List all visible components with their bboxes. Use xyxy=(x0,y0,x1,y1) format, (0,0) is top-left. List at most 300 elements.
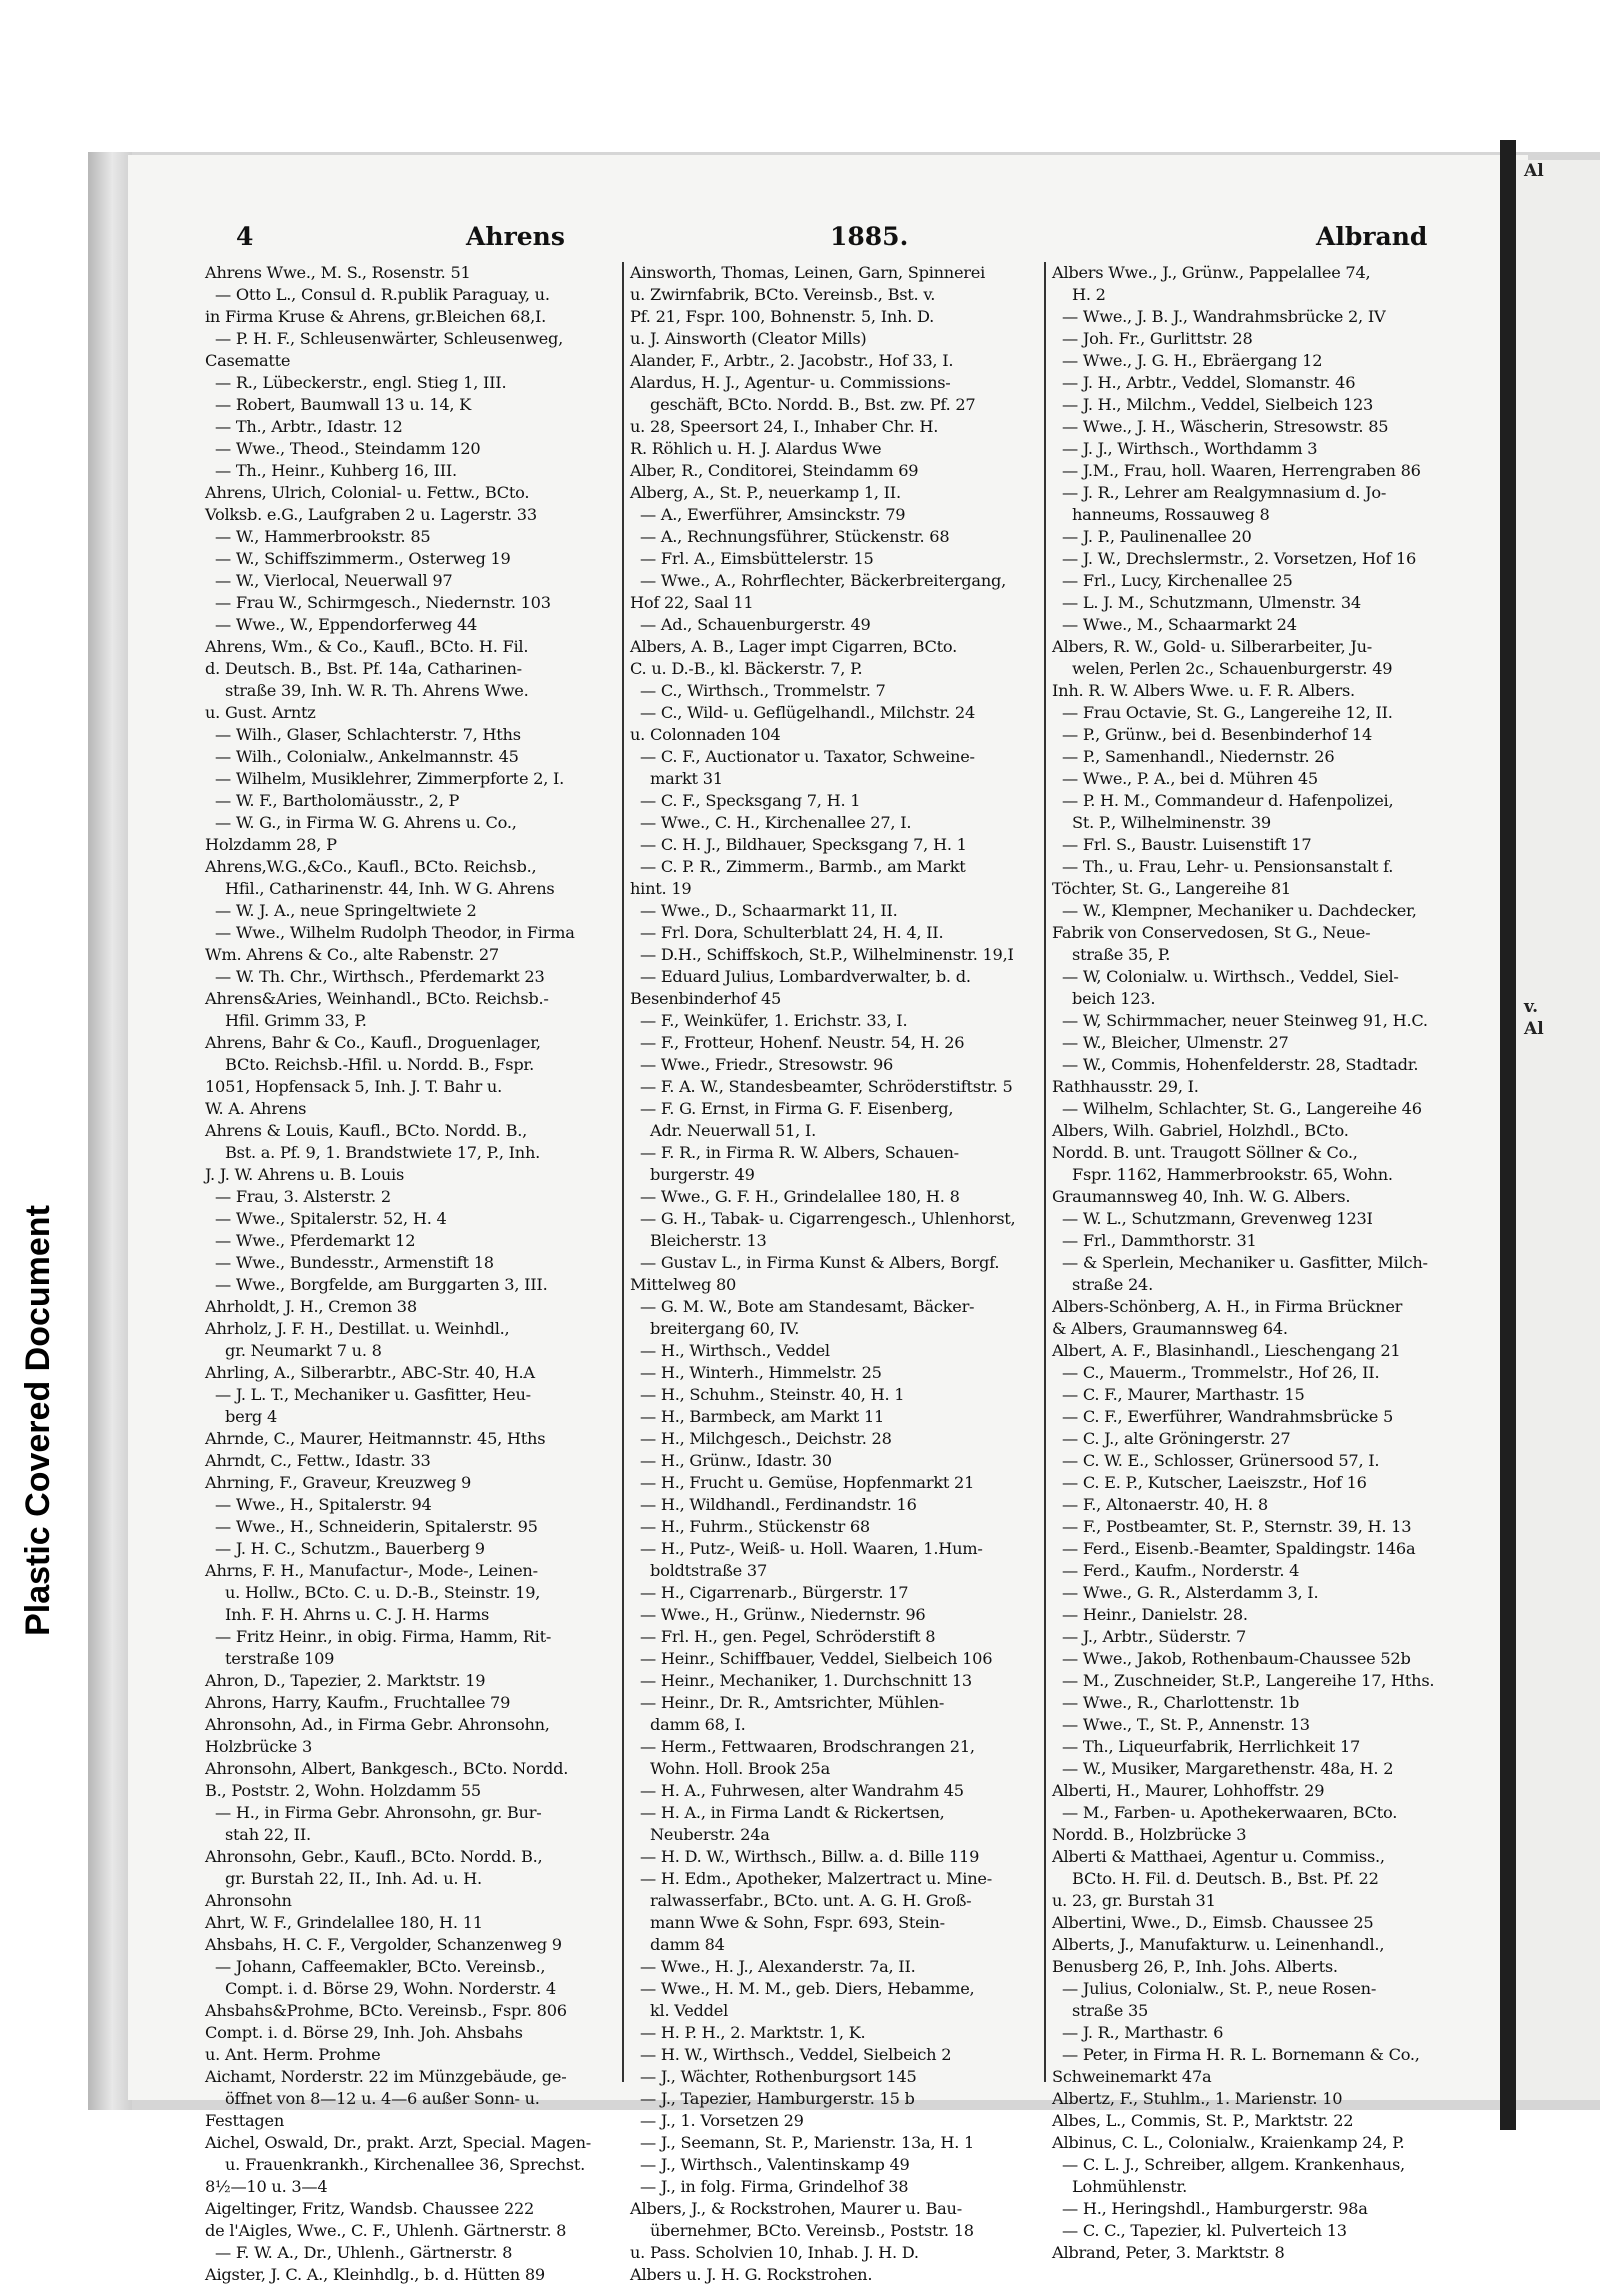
directory-entry-line: — J. L. T., Mechaniker u. Gasfitter, Heu- xyxy=(215,1385,531,1404)
directory-entry-line: — F., Postbeamter, St. P., Sternstr. 39, H. 13 xyxy=(1062,1517,1412,1536)
directory-entry-line: — Otto L., Consul d. R.publik Paraguay, u. xyxy=(215,285,550,304)
directory-entry-line: Compt. i. d. Börse 29, Wohn. Norderstr. 4 xyxy=(225,1979,556,1998)
directory-entry-line: — Wwe., A., Rohrflechter, Bäckerbreitergang, xyxy=(640,571,1007,590)
directory-entry-line: R. Röhlich u. H. J. Alardus Wwe xyxy=(630,439,882,458)
directory-entry-line: — W. Th. Chr., Wirthsch., Pferdemarkt 23 xyxy=(215,967,545,986)
directory-entry-line: — J. H., Arbtr., Veddel, Slomanstr. 46 xyxy=(1062,373,1356,392)
next-page-text xyxy=(1516,446,1600,468)
directory-entry-line: mann Wwe & Sohn, Fspr. 693, Stein- xyxy=(650,1913,945,1932)
directory-entry-line: St. P., Wilhelminenstr. 39 xyxy=(1072,813,1271,832)
directory-entry-line: — Frl. H., gen. Pegel, Schröderstift 8 xyxy=(640,1627,936,1646)
next-page-text xyxy=(1516,820,1600,842)
directory-entry-line: — H. Edm., Apotheker, Malzertract u. Mine- xyxy=(640,1869,992,1888)
directory-entry-line: — H., Barmbeck, am Markt 11 xyxy=(640,1407,885,1426)
next-page-text xyxy=(1516,314,1600,336)
directory-entry-line: — C. L. J., Schreiber, allgem. Krankenhaus, xyxy=(1062,2155,1405,2174)
directory-entry-line: damm 68, I. xyxy=(650,1715,746,1734)
directory-entry-line: — & Sperlein, Mechaniker u. Gasfitter, Milch- xyxy=(1062,1253,1428,1272)
directory-entry-line: Ahrens, Wm., & Co., Kaufl., BCto. H. Fil. xyxy=(205,637,529,656)
directory-entry-line: — P., Grünw., bei d. Besenbinderhof 14 xyxy=(1062,725,1373,744)
next-page-text xyxy=(1516,468,1600,490)
directory-entry-line: — J. H. C., Schutzm., Bauerberg 9 xyxy=(215,1539,485,1558)
directory-entry-line: — Frl. A., Eimsbüttelerstr. 15 xyxy=(640,549,874,568)
directory-entry-line: — F. R., in Firma R. W. Albers, Schauen- xyxy=(640,1143,959,1162)
directory-entry-line: Albinus, C. L., Colonialw., Kraienkamp 24, P. xyxy=(1052,2133,1405,2152)
directory-entry-line: Volksb. e.G., Laufgraben 2 u. Lagerstr. 33 xyxy=(205,505,537,524)
directory-entry-line: Holzdamm 28, P xyxy=(205,835,337,854)
directory-entry-line: H. 2 xyxy=(1072,285,1106,304)
next-page-text: v. xyxy=(1524,997,1539,1017)
directory-entry-line: — Wwe., R., Charlottenstr. 1b xyxy=(1062,1693,1300,1712)
page-gutter xyxy=(1500,140,1516,2130)
directory-entry-line: — Frau W., Schirmgesch., Niedernstr. 103 xyxy=(215,593,551,612)
directory-entry-line: übernehmer, BCto. Vereinsb., Poststr. 18 xyxy=(650,2221,974,2240)
directory-entry-line: J. J. W. Ahrens u. B. Louis xyxy=(205,1165,405,1184)
header-right-keyword: Albrand xyxy=(1316,222,1428,251)
directory-entry-line: — Th., u. Frau, Lehr- u. Pensionsanstalt f. xyxy=(1062,857,1394,876)
directory-entry-line: straße 35 xyxy=(1072,2001,1149,2020)
directory-entry-line: Hfil. Grimm 33, P. xyxy=(225,1011,367,1030)
directory-entry-line: Alberg, A., St. P., neuerkamp 1, II. xyxy=(630,483,901,502)
next-page-text xyxy=(1516,578,1600,600)
directory-entry-line: Alberts, J., Manufakturw. u. Leinenhandl., xyxy=(1052,1935,1385,1954)
directory-entry-line: — Wwe., W., Eppendorferweg 44 xyxy=(215,615,478,634)
directory-entry-line: — C. J., alte Gröningerstr. 27 xyxy=(1062,1429,1291,1448)
directory-entry-line: Ahronsohn, Albert, Bankgesch., BCto. Nordd. xyxy=(205,1759,569,1778)
directory-entry-line: Albert, A. F., Blasinhandl., Lieschengang 21 xyxy=(1052,1341,1401,1360)
directory-entry-line: Bst. a. Pf. 9, 1. Brandstwiete 17, P., Inh. xyxy=(225,1143,541,1162)
directory-entry-line: Ahrns, F. H., Manufactur-, Mode-, Leinen- xyxy=(205,1561,538,1580)
next-page-text xyxy=(1516,204,1600,226)
column-3 xyxy=(1052,262,1496,2262)
directory-entry-line: — J., Arbtr., Süderstr. 7 xyxy=(1062,1627,1246,1646)
next-page-text xyxy=(1516,490,1600,512)
next-page-text xyxy=(1516,292,1600,314)
directory-entry-line: — J. R., Marthastr. 6 xyxy=(1062,2023,1224,2042)
directory-entry-line: Adr. Neuerwall 51, I. xyxy=(650,1121,816,1140)
directory-entry-line: Rathhausstr. 29, I. xyxy=(1052,1077,1199,1096)
directory-entry-line: hanneums, Rossauweg 8 xyxy=(1072,505,1270,524)
directory-entry-line: terstraße 109 xyxy=(225,1649,335,1668)
next-page-text xyxy=(1516,424,1600,446)
directory-entry-line: welen, Perlen 2c., Schauenburgerstr. 49 xyxy=(1072,659,1393,678)
directory-entry-line: — F. G. Ernst, in Firma G. F. Eisenberg, xyxy=(640,1099,954,1118)
next-page-text xyxy=(1516,248,1600,270)
directory-entry-line: Ahrndt, C., Fettw., Idastr. 33 xyxy=(205,1451,431,1470)
directory-entry-line: Ahsbahs, H. C. F., Vergolder, Schanzenweg 9 xyxy=(205,1935,562,1954)
directory-entry-line: — J. H., Milchm., Veddel, Sielbeich 123 xyxy=(1062,395,1374,414)
next-page-text xyxy=(1516,534,1600,556)
directory-entry-line: Alberti, H., Maurer, Lohhoffstr. 29 xyxy=(1052,1781,1325,1800)
directory-entry-line: — W. L., Schutzmann, Grevenweg 123I xyxy=(1062,1209,1373,1228)
directory-entry-line: — H., Fuhrm., Stückenstr 68 xyxy=(640,1517,870,1536)
directory-entry-line: — Wwe., G. R., Alsterdamm 3, I. xyxy=(1062,1583,1319,1602)
next-page-text xyxy=(1516,864,1600,886)
directory-entry-line: — H., Milchgesch., Deichstr. 28 xyxy=(640,1429,892,1448)
directory-entry-line: — Wwe., P. A., bei d. Mühren 45 xyxy=(1062,769,1318,788)
next-page-text xyxy=(1516,402,1600,424)
directory-entry-line: Festtagen xyxy=(205,2111,285,2130)
directory-entry-line: — Frl. Dora, Schulterblatt 24, H. 4, II. xyxy=(640,923,944,942)
directory-entry-line: — Frl., Lucy, Kirchenallee 25 xyxy=(1062,571,1293,590)
directory-entry-line: BCto. H. Fil. d. Deutsch. B., Bst. Pf. 22 xyxy=(1072,1869,1379,1888)
directory-entry-line: — J., Tapezier, Hamburgerstr. 15 b xyxy=(640,2089,915,2108)
directory-entry-line: u. Colonnaden 104 xyxy=(630,725,781,744)
directory-entry-line: — Wwe., H. M. M., geb. Diers, Hebamme, xyxy=(640,1979,975,1998)
directory-entry-line: — Julius, Colonialw., St. P., neue Rosen- xyxy=(1062,1979,1377,1998)
directory-entry-line: — Johann, Caffeemakler, BCto. Vereinsb., xyxy=(215,1957,546,1976)
column-1 xyxy=(205,262,625,2284)
directory-entry-line: Hfil., Catharinenstr. 44, Inh. W G. Ahrens xyxy=(225,879,555,898)
directory-entry-line: u. Frauenkrankh., Kirchenallee 36, Sprechst. xyxy=(225,2155,585,2174)
directory-entry-line: — Wwe., M., Schaarmarkt 24 xyxy=(1062,615,1297,634)
next-page-text xyxy=(1516,644,1600,666)
directory-entry-line: — Robert, Baumwall 13 u. 14, K xyxy=(215,395,472,414)
directory-entry-line: — Wwe., Spitalerstr. 52, H. 4 xyxy=(215,1209,447,1228)
directory-entry-line: Pf. 21, Fspr. 100, Bohnenstr. 5, Inh. D. xyxy=(630,307,935,326)
directory-entry-line: — Joh. Fr., Gurlittstr. 28 xyxy=(1062,329,1253,348)
directory-entry-line: — Wwe., Bundesstr., Armenstift 18 xyxy=(215,1253,494,1272)
directory-entry-line: — C. F., Specksgang 7, H. 1 xyxy=(640,791,861,810)
directory-entry-line: — Wwe., Friedr., Stresowstr. 96 xyxy=(640,1055,894,1074)
directory-entry-line: Albers-Schönberg, A. H., in Firma Brückner xyxy=(1052,1297,1403,1316)
directory-entry-line: — Gustav L., in Firma Kunst & Albers, Borgf. xyxy=(640,1253,1000,1272)
next-page-text xyxy=(1516,556,1600,578)
directory-entry-line: — Herm., Fettwaaren, Brodschrangen 21, xyxy=(640,1737,975,1756)
sidebar-label-text: Plastic Covered Document xyxy=(18,1204,57,1636)
directory-entry-line: — W., Klempner, Mechaniker u. Dachdecker, xyxy=(1062,901,1417,920)
directory-entry-line: straße 24. xyxy=(1072,1275,1153,1294)
directory-entry-line: — W., Musiker, Margarethenstr. 48a, H. 2 xyxy=(1062,1759,1394,1778)
directory-entry-line: de l'Aigles, Wwe., C. F., Uhlenh. Gärtnerstr. 8 xyxy=(205,2221,567,2240)
directory-entry-line: — P., Samenhandl., Niedernstr. 26 xyxy=(1062,747,1335,766)
directory-entry-line: B., Poststr. 2, Wohn. Holzdamm 55 xyxy=(205,1781,481,1800)
next-page-text xyxy=(1516,600,1600,622)
directory-entry-line: gr. Neumarkt 7 u. 8 xyxy=(225,1341,382,1360)
directory-entry-line: — H., Putz-, Weiß- u. Holl. Waaren, 1.Hum- xyxy=(640,1539,983,1558)
directory-entry-line: Fspr. 1162, Hammerbrookstr. 65, Wohn. xyxy=(1072,1165,1393,1184)
directory-entry-line: — Eduard Julius, Lombardverwalter, b. d. xyxy=(640,967,971,986)
directory-entry-line: — G. M. W., Bote am Standesamt, Bäcker- xyxy=(640,1297,975,1316)
directory-entry-line: Schweinemarkt 47a xyxy=(1052,2067,1212,2086)
directory-entry-line: 1051, Hopfensack 5, Inh. J. T. Bahr u. xyxy=(205,1077,502,1096)
directory-entry-line: — J., in folg. Firma, Grindelhof 38 xyxy=(640,2177,909,2196)
directory-entry-line: — H., Wirthsch., Veddel xyxy=(640,1341,830,1360)
directory-entry-line: damm 84 xyxy=(650,1935,725,1954)
directory-entry-line: — Wwe., G. F. H., Grindelallee 180, H. 8 xyxy=(640,1187,960,1206)
directory-entry-line: — Ad., Schauenburgerstr. 49 xyxy=(640,615,871,634)
directory-entry-line: — Wilh., Glaser, Schlachterstr. 7, Hths xyxy=(215,725,521,744)
directory-entry-line: Holzbrücke 3 xyxy=(205,1737,312,1756)
directory-entry-line: — Heinr., Dr. R., Amtsrichter, Mühlen- xyxy=(640,1693,945,1712)
directory-entry-line: Ahrens, Bahr & Co., Kaufl., Droguenlager, xyxy=(205,1033,541,1052)
next-page-text xyxy=(1516,380,1600,402)
directory-entry-line: — Ferd., Eisenb.-Beamter, Spaldingstr. 146a xyxy=(1062,1539,1416,1558)
next-page-text xyxy=(1516,930,1600,952)
directory-entry-line: — H., Heringshdl., Hamburgerstr. 98a xyxy=(1062,2199,1368,2218)
directory-entry-line: — W, Colonialw. u. Wirthsch., Veddel, Siel- xyxy=(1062,967,1399,986)
directory-entry-line: Ahrens & Louis, Kaufl., BCto. Nordd. B., xyxy=(205,1121,528,1140)
next-page-text xyxy=(1516,908,1600,930)
directory-entry-line: Albertz, F., Stuhlm., 1. Marienstr. 10 xyxy=(1052,2089,1343,2108)
directory-entry-line: — H. P. H., 2. Marktstr. 1, K. xyxy=(640,2023,866,2042)
directory-entry-line: Ahsbahs&Prohme, BCto. Vereinsb., Fspr. 806 xyxy=(205,2001,567,2020)
directory-entry-line: Alander, F., Arbtr., 2. Jacobstr., Hof 33, I. xyxy=(630,351,954,370)
directory-entry-line: — Heinr., Mechaniker, 1. Durchschnitt 13 xyxy=(640,1671,972,1690)
directory-entry-line: — Frl., Dammthorstr. 31 xyxy=(1062,1231,1257,1250)
next-page-text xyxy=(1516,974,1600,996)
directory-entry-line: — F., Altonaerstr. 40, H. 8 xyxy=(1062,1495,1268,1514)
directory-entry-line: — W., Schiffszimmerm., Osterweg 19 xyxy=(215,549,511,568)
directory-entry-line: — C. H. J., Bildhauer, Specksgang 7, H. 1 xyxy=(640,835,967,854)
next-page-text xyxy=(1516,666,1600,688)
directory-entry-line: Aichel, Oswald, Dr., prakt. Arzt, Special. Magen- xyxy=(205,2133,592,2152)
directory-entry-line: — G. H., Tabak- u. Cigarrengesch., Uhlenhorst, xyxy=(640,1209,1016,1228)
directory-entry-line: — Th., Arbtr., Idastr. 12 xyxy=(215,417,403,436)
directory-entry-line: — W., Hammerbrookstr. 85 xyxy=(215,527,431,546)
directory-entry-line: u. Gust. Arntz xyxy=(205,703,316,722)
page-header xyxy=(218,222,1476,256)
directory-entry-line: — W., Bleicher, Ulmenstr. 27 xyxy=(1062,1033,1289,1052)
directory-entry-line: — H. W., Wirthsch., Veddel, Sielbeich 2 xyxy=(640,2045,952,2064)
directory-entry-line: Hof 22, Saal 11 xyxy=(630,593,754,612)
directory-entry-line: Mittelweg 80 xyxy=(630,1275,737,1294)
directory-entry-line: — H., in Firma Gebr. Ahronsohn, gr. Bur- xyxy=(215,1803,542,1822)
next-page-text xyxy=(1516,842,1600,864)
directory-entry-line: u. 28, Speersort 24, I., Inhaber Chr. H. xyxy=(630,417,939,436)
directory-entry-line: Alberti & Matthaei, Agentur u. Commiss., xyxy=(1052,1847,1385,1866)
directory-entry-line: — Wwe., H. J., Alexanderstr. 7a, II. xyxy=(640,1957,916,1976)
directory-entry-line: — J., 1. Vorsetzen 29 xyxy=(640,2111,804,2130)
directory-entry-line: Ahrholz, J. F. H., Destillat. u. Weinhdl., xyxy=(205,1319,510,1338)
directory-entry-line: — D.H., Schiffskoch, St.P., Wilhelminenstr. 19,I xyxy=(640,945,1014,964)
directory-entry-line: Albers, R. W., Gold- u. Silberarbeiter, Ju- xyxy=(1052,637,1373,656)
page-number: 4 xyxy=(236,222,254,251)
directory-entry-line: — C. W. E., Schlosser, Grünersood 57, I. xyxy=(1062,1451,1380,1470)
directory-entry-line: — Wwe., Pferdemarkt 12 xyxy=(215,1231,416,1250)
directory-entry-line: — H., Frucht u. Gemüse, Hopfenmarkt 21 xyxy=(640,1473,975,1492)
directory-entry-line: — Wwe., J. G. H., Ebräergang 12 xyxy=(1062,351,1323,370)
directory-entry-line: — J. W., Drechslermstr., 2. Vorsetzen, Hof 16 xyxy=(1062,549,1417,568)
directory-entry-line: — Wwe., Wilhelm Rudolph Theodor, in Firma xyxy=(215,923,575,942)
next-page-text xyxy=(1516,358,1600,380)
directory-entry-line: — F. A. W., Standesbeamter, Schröderstiftstr. 5 xyxy=(640,1077,1013,1096)
directory-entry-line: Albers, Wilh. Gabriel, Holzhdl., BCto. xyxy=(1052,1121,1349,1140)
directory-entry-line: Ahrons, Harry, Kaufm., Fruchtallee 79 xyxy=(205,1693,511,1712)
directory-entry-line: — M., Farben- u. Apothekerwaaren, BCto. xyxy=(1062,1803,1398,1822)
directory-entry-line: — L. J. M., Schutzmann, Ulmenstr. 34 xyxy=(1062,593,1361,612)
next-page-text xyxy=(1516,710,1600,732)
next-page-fragment xyxy=(1516,160,1600,2100)
next-page-text xyxy=(1516,182,1600,204)
next-page-text xyxy=(1516,886,1600,908)
column-divider xyxy=(1044,262,1046,2082)
next-page-text xyxy=(1516,226,1600,248)
directory-entry-line: Casematte xyxy=(205,351,291,370)
directory-entry-line: Ahrt, W. F., Grindelallee 180, H. 11 xyxy=(205,1913,483,1932)
directory-entry-line: Ahrling, A., Silberarbtr., ABC-Str. 40, H.A xyxy=(205,1363,535,1382)
directory-entry-line: — Th., Heinr., Kuhberg 16, III. xyxy=(215,461,457,480)
directory-entry-line: — C., Wild- u. Geflügelhandl., Milchstr. 24 xyxy=(640,703,976,722)
directory-entry-line: Benusberg 26, P., Inh. Johs. Alberts. xyxy=(1052,1957,1338,1976)
directory-entry-line: Töchter, St. G., Langereihe 81 xyxy=(1052,879,1291,898)
directory-entry-line: Wohn. Holl. Brook 25a xyxy=(650,1759,831,1778)
directory-entry-line: — H., Winterh., Himmelstr. 25 xyxy=(640,1363,882,1382)
next-page-text xyxy=(1516,512,1600,534)
directory-entry-line: — W. F., Bartholomäusstr., 2, P xyxy=(215,791,460,810)
directory-entry-line: — C. C., Tapezier, kl. Pulverteich 13 xyxy=(1062,2221,1347,2240)
directory-entry-line: — C. P. R., Zimmerm., Barmb., am Markt xyxy=(640,857,966,876)
next-page-text xyxy=(1516,688,1600,710)
directory-entry-line: — Wwe., Borgfelde, am Burggarten 3, III. xyxy=(215,1275,548,1294)
directory-entry-line: — W, Schirmmacher, neuer Steinweg 91, H.C. xyxy=(1062,1011,1428,1030)
directory-entry-line: — H., Schuhm., Steinstr. 40, H. 1 xyxy=(640,1385,905,1404)
directory-entry-line: Lohmühlenstr. xyxy=(1072,2177,1187,2196)
directory-entry-line: Albers, J., & Rockstrohen, Maurer u. Bau- xyxy=(630,2199,962,2218)
directory-entry-line: Besenbinderhof 45 xyxy=(630,989,782,1008)
directory-entry-line: — Wwe., D., Schaarmarkt 11, II. xyxy=(640,901,898,920)
header-year: 1885. xyxy=(830,222,909,251)
directory-entry-line: — H., Cigarrenarb., Bürgerstr. 17 xyxy=(640,1583,909,1602)
directory-entry-line: geschäft, BCto. Nordd. B., Bst. zw. Pf. 27 xyxy=(650,395,976,414)
directory-entry-line: — J. P., Paulinenallee 20 xyxy=(1062,527,1252,546)
directory-entry-line: Albrand, Peter, 3. Marktstr. 8 xyxy=(1052,2243,1285,2262)
next-page-text xyxy=(1516,754,1600,776)
directory-entry-line: Ahrens, Ulrich, Colonial- u. Fettw., BCto. xyxy=(205,483,530,502)
directory-entry-line: ralwasserfabr., BCto. unt. A. G. H. Groß- xyxy=(650,1891,972,1910)
directory-entry-line: — W., Vierlocal, Neuerwall 97 xyxy=(215,571,453,590)
directory-entry-line: Alardus, H. J., Agentur- u. Commissions- xyxy=(630,373,951,392)
directory-entry-line: Ahrens,W.G.,&Co., Kaufl., BCto. Reichsb., xyxy=(205,857,537,876)
directory-entry-line: Ahronsohn, Gebr., Kaufl., BCto. Nordd. B., xyxy=(205,1847,543,1866)
directory-entry-line: Ahrens&Aries, Weinhandl., BCto. Reichsb.- xyxy=(205,989,549,1008)
directory-entry-line: — Wwe., T., St. P., Annenstr. 13 xyxy=(1062,1715,1310,1734)
directory-entry-line: — A., Ewerführer, Amsinckstr. 79 xyxy=(640,505,906,524)
next-page-text xyxy=(1516,776,1600,798)
directory-entry-line: — H. A., Fuhrwesen, alter Wandrahm 45 xyxy=(640,1781,964,1800)
directory-entry-line: Nordd. B., Holzbrücke 3 xyxy=(1052,1825,1247,1844)
directory-entry-line: Neuberstr. 24a xyxy=(650,1825,770,1844)
directory-entry-line: — Ferd., Kaufm., Norderstr. 4 xyxy=(1062,1561,1300,1580)
directory-entry-line: Inh. R. W. Albers Wwe. u. F. R. Albers. xyxy=(1052,681,1355,700)
directory-entry-line: — H. D. W., Wirthsch., Billw. a. d. Bille 119 xyxy=(640,1847,980,1866)
directory-entry-line: Ahrens Wwe., M. S., Rosenstr. 51 xyxy=(205,263,471,282)
directory-entry-line: straße 35, P. xyxy=(1072,945,1171,964)
directory-entry-line: in Firma Kruse & Ahrens, gr.Bleichen 68,I. xyxy=(205,307,547,326)
directory-entry-line: u. Ant. Herm. Prohme xyxy=(205,2045,381,2064)
directory-entry-line: — J. J., Wirthsch., Worthdamm 3 xyxy=(1062,439,1318,458)
directory-entry-line: Compt. i. d. Börse 29, Inh. Joh. Ahsbahs xyxy=(205,2023,523,2042)
directory-entry-line: — C. F., Ewerführer, Wandrahmsbrücke 5 xyxy=(1062,1407,1394,1426)
directory-entry-line: Aigster, J. C. A., Kleinhdlg., b. d. Hütten 89 xyxy=(205,2265,545,2284)
directory-entry-line: — Wilhelm, Musiklehrer, Zimmerpforte 2, I. xyxy=(215,769,565,788)
next-page-text xyxy=(1516,732,1600,754)
directory-entry-line: boldtstraße 37 xyxy=(650,1561,767,1580)
directory-entry-line: u. Hollw., BCto. C. u. D.-B., Steinstr. 19, xyxy=(225,1583,541,1602)
directory-entry-line: Alber, R., Conditorei, Steindamm 69 xyxy=(630,461,919,480)
directory-entry-line: Nordd. B. unt. Traugott Söllner & Co., xyxy=(1052,1143,1358,1162)
directory-entry-line: — Heinr., Schiffbauer, Veddel, Sielbeich 106 xyxy=(640,1649,993,1668)
directory-entry-line: Ahronsohn, Ad., in Firma Gebr. Ahronsohn, xyxy=(205,1715,550,1734)
directory-entry-line: hint. 19 xyxy=(630,879,692,898)
directory-entry-line: & Albers, Graumannsweg 64. xyxy=(1052,1319,1288,1338)
header-left-keyword: Ahrens xyxy=(466,222,565,251)
directory-entry-line: Inh. F. H. Ahrns u. C. J. H. Harms xyxy=(225,1605,490,1624)
next-page-text xyxy=(1516,336,1600,358)
directory-entry-line: öffnet von 8—12 u. 4—6 außer Sonn- u. xyxy=(225,2089,540,2108)
directory-entry-line: Ahrholdt, J. H., Cremon 38 xyxy=(205,1297,417,1316)
directory-entry-line: — Frau, 3. Alsterstr. 2 xyxy=(215,1187,391,1206)
directory-entry-line: berg 4 xyxy=(225,1407,277,1426)
directory-entry-line: — Wwe., H., Spitalerstr. 94 xyxy=(215,1495,432,1514)
directory-entry-line: — H. A., in Firma Landt & Rickertsen, xyxy=(640,1803,945,1822)
directory-entry-line: Albers u. J. H. G. Rockstrohen. xyxy=(630,2265,873,2284)
directory-entry-line: stah 22, II. xyxy=(225,1825,311,1844)
directory-entry-line: — Wwe., Jakob, Rothenbaum-Chaussee 52b xyxy=(1062,1649,1411,1668)
next-page-text: Al xyxy=(1524,161,1544,181)
directory-entry-line: Ahronsohn xyxy=(205,1891,292,1910)
directory-entry-line: — J.M., Frau, holl. Waaren, Herrengraben 86 xyxy=(1062,461,1421,480)
directory-entry-line: breitergang 60, IV. xyxy=(650,1319,800,1338)
directory-entry-line: W. A. Ahrens xyxy=(205,1099,307,1118)
directory-entry-line: — C., Wirthsch., Trommelstr. 7 xyxy=(640,681,886,700)
directory-entry-line: straße 39, Inh. W. R. Th. Ahrens Wwe. xyxy=(225,681,529,700)
directory-entry-line: — Wwe., Theod., Steindamm 120 xyxy=(215,439,481,458)
directory-entry-line: — J. R., Lehrer am Realgymnasium d. Jo- xyxy=(1062,483,1387,502)
directory-entry-line: — Frl. S., Baustr. Luisenstift 17 xyxy=(1062,835,1312,854)
column-divider xyxy=(622,262,624,2082)
directory-entry-line: C. u. D.-B., kl. Bäckerstr. 7, P. xyxy=(630,659,863,678)
next-page-text xyxy=(1516,798,1600,820)
directory-entry-line: — C. E. P., Kutscher, Laeiszstr., Hof 16 xyxy=(1062,1473,1367,1492)
directory-entry-line: u. Pass. Scholvien 10, Inhab. J. H. D. xyxy=(630,2243,919,2262)
directory-entry-line: — J., Seemann, St. P., Marienstr. 13a, H. 1 xyxy=(640,2133,975,2152)
directory-entry-line: Ahrning, F., Graveur, Kreuzweg 9 xyxy=(205,1473,472,1492)
directory-entry-line: burgerstr. 49 xyxy=(650,1165,755,1184)
directory-entry-line: Ainsworth, Thomas, Leinen, Garn, Spinnerei xyxy=(630,263,986,282)
directory-entry-line: — Wwe., H., Grünw., Niedernstr. 96 xyxy=(640,1605,926,1624)
directory-entry-line: — Wwe., J. H., Wäscherin, Stresowstr. 85 xyxy=(1062,417,1389,436)
directory-entry-line: — C., Mauerm., Trommelstr., Hof 26, II. xyxy=(1062,1363,1380,1382)
directory-entry-line: — Fritz Heinr., in obig. Firma, Hamm, Rit- xyxy=(215,1627,552,1646)
directory-entry-line: — A., Rechnungsführer, Stückenstr. 68 xyxy=(640,527,950,546)
directory-entry-line: Albes, L., Commis, St. P., Marktstr. 22 xyxy=(1052,2111,1354,2130)
directory-entry-line: — Wwe., C. H., Kirchenallee 27, I. xyxy=(640,813,912,832)
directory-entry-line: — M., Zuschneider, St.P., Langereihe 17, Hths. xyxy=(1062,1671,1435,1690)
directory-entry-line: u. J. Ainsworth (Cleator Mills) xyxy=(630,329,867,348)
directory-entry-line: gr. Burstah 22, II., Inh. Ad. u. H. xyxy=(225,1869,482,1888)
directory-entry-line: — Wilh., Colonialw., Ankelmannstr. 45 xyxy=(215,747,519,766)
directory-entry-line: u. 23, gr. Burstah 31 xyxy=(1052,1891,1216,1910)
directory-entry-line: — W. G., in Firma W. G. Ahrens u. Co., xyxy=(215,813,517,832)
directory-entry-line: Wm. Ahrens & Co., alte Rabenstr. 27 xyxy=(205,945,499,964)
directory-entry-line: — R., Lübeckerstr., engl. Stieg 1, III. xyxy=(215,373,507,392)
directory-entry-line: Albers, A. B., Lager impt Cigarren, BCto. xyxy=(630,637,958,656)
directory-entry-line: — C. F., Maurer, Marthastr. 15 xyxy=(1062,1385,1305,1404)
directory-entry-line: — W. J. A., neue Springeltwiete 2 xyxy=(215,901,477,920)
directory-entry-line: — H., Grünw., Idastr. 30 xyxy=(640,1451,832,1470)
directory-entry-line: Ahron, D., Tapezier, 2. Marktstr. 19 xyxy=(205,1671,486,1690)
next-page-text: Al xyxy=(1524,1019,1544,1039)
directory-entry-line: — J., Wächter, Rothenburgsort 145 xyxy=(640,2067,917,2086)
directory-entry-line: u. Zwirnfabrik, BCto. Vereinsb., Bst. v. xyxy=(630,285,936,304)
directory-entry-line: — Wilhelm, Schlachter, St. G., Langereihe 46 xyxy=(1062,1099,1422,1118)
directory-entry-line: Aigeltinger, Fritz, Wandsb. Chaussee 222 xyxy=(205,2199,535,2218)
directory-entry-line: — Th., Liqueurfabrik, Herrlichkeit 17 xyxy=(1062,1737,1361,1756)
directory-entry-line: — Peter, in Firma H. R. L. Bornemann & Co., xyxy=(1062,2045,1420,2064)
directory-entry-line: — Frau Octavie, St. G., Langereihe 12, II. xyxy=(1062,703,1393,722)
page-edge xyxy=(88,152,132,2110)
